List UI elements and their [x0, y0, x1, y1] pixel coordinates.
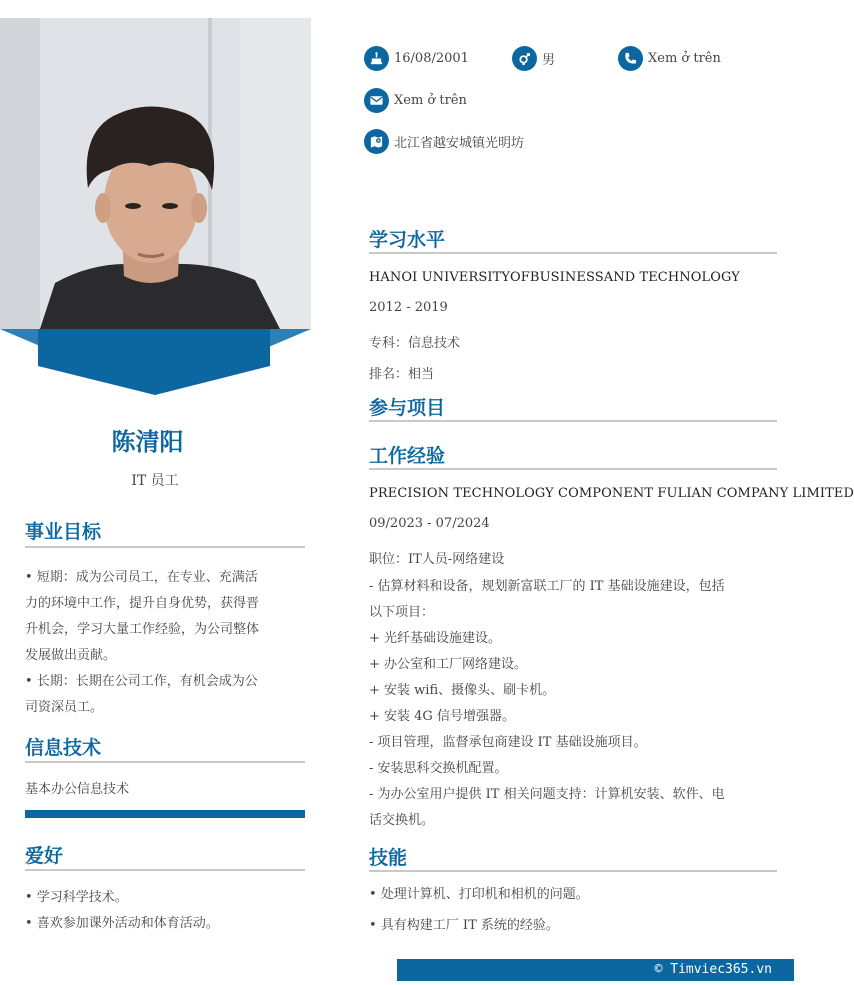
address-text: 北江省越安城镇光明坊	[394, 135, 525, 151]
name-banner	[0, 329, 311, 399]
section-divider	[25, 546, 305, 548]
work-period: 09/2023 - 07/2024	[369, 516, 490, 531]
duty-line: - 为办公室用户提供 IT 相关问题支持：计算机安装、软件、电	[369, 787, 725, 802]
it-skill-bar	[25, 810, 305, 818]
email-icon	[364, 88, 389, 113]
career-line: 发展做出贡献。	[25, 648, 117, 663]
footer-bar	[397, 959, 794, 981]
section-divider	[369, 468, 777, 470]
hobby-list	[25, 885, 219, 937]
section-title-hobbies: 爱好	[25, 845, 64, 867]
career-line: 力的环境中工作，提升自身优势，获得晋	[25, 596, 260, 611]
section-title-skills: 技能	[369, 847, 408, 869]
skill-item: • 处理计算机、打印机和相机的问题。	[369, 887, 589, 902]
duty-line: 话交换机。	[369, 813, 435, 828]
education-major: 专科：信息技术	[369, 336, 461, 351]
duty-line: - 项目管理，监督承包商建设 IT 基础设施项目。	[369, 735, 647, 750]
career-objective	[25, 565, 310, 721]
hobby-item: • 学习科学技术。	[25, 890, 128, 905]
section-title-projects: 参与项目	[369, 397, 446, 419]
career-line: 升机会，学习大量工作经验，为公司整体	[25, 622, 260, 637]
candidate-role: IT 员工	[131, 473, 179, 489]
section-title-it: 信息技术	[25, 737, 102, 759]
education-period: 2012 - 2019	[369, 300, 448, 315]
duty-line: + 安装 wifi、摄像头、刷卡机。	[369, 683, 556, 698]
left-column	[0, 0, 315, 985]
section-divider	[25, 869, 305, 871]
it-skill-text: 基本办公信息技术	[25, 782, 130, 797]
duty-line: + 光纤基础设施建设。	[369, 631, 502, 646]
contact-phone	[618, 45, 721, 71]
footer-credit[interactable]: © Timviec365.vn	[654, 962, 772, 977]
company-name: PRECISION TECHNOLOGY COMPONENT FULIAN COMPANY LIMITED	[369, 486, 854, 501]
profile-photo	[0, 18, 311, 329]
career-line: • 短期：成为公司员工，在专业、充满活	[25, 570, 258, 585]
duty-line: + 办公室和工厂网络建设。	[369, 657, 528, 672]
section-divider	[25, 761, 305, 763]
cake-icon	[364, 46, 389, 71]
gender-icon	[512, 46, 537, 71]
map-pin-icon	[364, 129, 389, 154]
birthday-text: 16/08/2001	[394, 50, 469, 66]
work-position: 职位：IT人员-网络建设	[369, 552, 505, 567]
career-line: 司资深员工。	[25, 700, 104, 715]
education-rank: 排名：相当	[369, 367, 435, 382]
contact-email	[364, 87, 467, 113]
phone-text: Xem ở trên	[648, 50, 721, 66]
school-name: HANOI UNIVERSITYOFBUSINESSAND TECHNOLOGY	[369, 270, 740, 285]
duty-line: - 估算材料和设备，规划新富联工厂的 IT 基础设施建设，包括	[369, 579, 725, 594]
duty-line: + 安装 4G 信号增强器。	[369, 709, 515, 724]
section-divider	[369, 420, 777, 422]
skill-item: • 具有构建工厂 IT 系统的经验。	[369, 918, 559, 933]
section-title-education: 学习水平	[369, 229, 446, 251]
phone-icon	[618, 46, 643, 71]
career-line: • 长期：长期在公司工作，有机会成为公	[25, 674, 258, 689]
skills-list	[369, 882, 779, 939]
section-divider	[369, 252, 777, 254]
contact-birthday	[364, 45, 469, 71]
duty-line: 以下项目：	[369, 605, 435, 620]
contact-address	[364, 128, 524, 154]
candidate-name: 陈清阳	[111, 428, 184, 456]
gender-text: 男	[542, 52, 556, 68]
work-duties	[369, 574, 779, 834]
section-divider	[369, 870, 777, 872]
duty-line: - 安装思科交换机配置。	[369, 761, 508, 776]
section-title-work: 工作经验	[369, 445, 446, 467]
contact-gender	[512, 45, 555, 71]
email-text: Xem ở trên	[394, 92, 467, 108]
section-title-career: 事业目标	[25, 521, 102, 543]
hobby-item: • 喜欢参加课外活动和体育活动。	[25, 916, 219, 931]
